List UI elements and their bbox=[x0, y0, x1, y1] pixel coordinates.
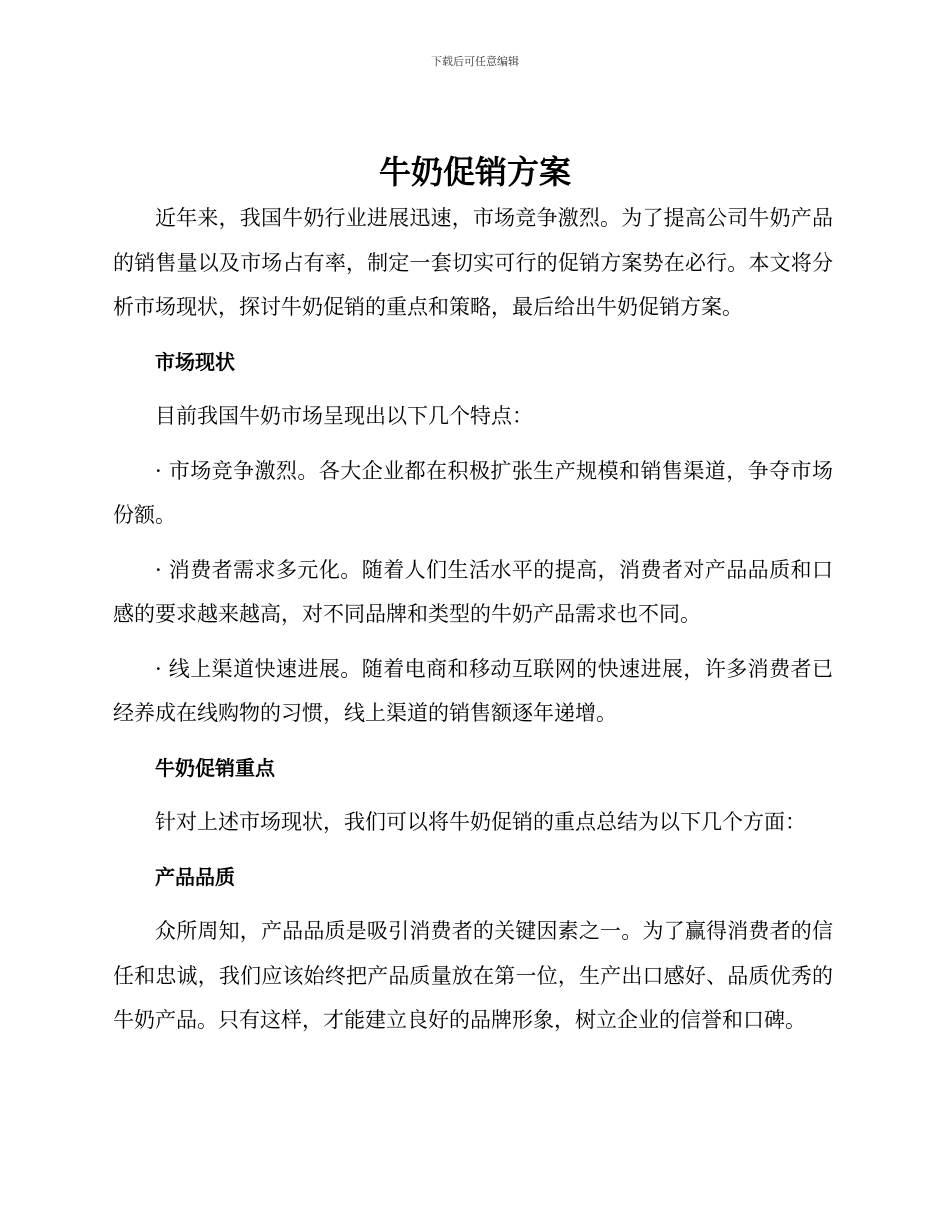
focus-intro-paragraph: 针对上述市场现状，我们可以将牛奶促销的重点总结为以下几个方面： bbox=[155, 810, 806, 834]
section-heading-market-status: 市场现状 bbox=[155, 349, 235, 374]
quality-paragraph: 众所周知，产品品质是吸引消费者的关键因素之一。为了赢得消费者的信任和忠诚，我们应该始终把产品质量放在第一位，生产出口感好、品质优秀的牛奶产品。只有这样，才能建立良好的品牌形象，树立企业的信誉和口碑。 bbox=[113, 919, 833, 1032]
section-heading-promotion-focus: 牛奶促销重点 bbox=[155, 755, 275, 780]
header-note: 下载后可任意编辑 bbox=[431, 55, 519, 68]
document-body bbox=[113, 196, 833, 1053]
bullet-paragraph-competition: · 市场竞争激烈。各大企业都在积极扩张生产规模和销售渠道，争夺市场份额。 bbox=[113, 458, 833, 527]
section-heading-product-quality: 产品品质 bbox=[155, 864, 235, 889]
bullet-paragraph-demand: · 消费者需求多元化。随着人们生活水平的提高，消费者对产品品质和口感的要求越来越高，对不同品牌和类型的牛奶产品需求也不同。 bbox=[113, 557, 833, 626]
intro-paragraph: 近年来，我国牛奶行业进展迅速，市场竞争激烈。为了提高公司牛奶产品的销售量以及市场占有率，制定一套切实可行的促销方案势在必行。本文将分析市场现状，探讨牛奶促销的重点和策略，最后给出牛奶促销方案。 bbox=[113, 206, 833, 319]
market-intro-paragraph: 目前我国牛奶市场呈现出以下几个特点： bbox=[155, 404, 533, 428]
bullet-paragraph-online: · 线上渠道快速进展。随着电商和移动互联网的快速进展，许多消费者已经养成在线购物的习惯，线上渠道的销售额逐年递增。 bbox=[113, 656, 833, 725]
document-title: 牛奶促销方案 bbox=[378, 153, 571, 191]
